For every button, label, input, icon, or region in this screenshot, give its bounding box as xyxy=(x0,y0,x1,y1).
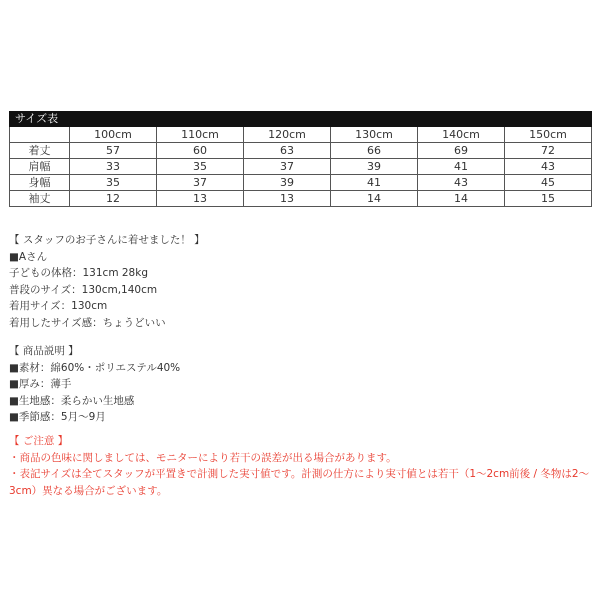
header-corner xyxy=(10,127,70,143)
table-cell: 33 xyxy=(70,159,157,175)
size-table xyxy=(9,111,592,207)
table-cell: 37 xyxy=(244,159,331,175)
row-label-shoulder: 肩幅 xyxy=(10,159,70,175)
row-label-sleeve: 袖丈 xyxy=(10,191,70,207)
row-label-length: 着丈 xyxy=(10,143,70,159)
table-cell: 12 xyxy=(70,191,157,207)
table-cell: 14 xyxy=(331,191,418,207)
table-row xyxy=(10,175,592,191)
table-row xyxy=(10,143,592,159)
table-cell: 13 xyxy=(157,191,244,207)
table-cell: 39 xyxy=(244,175,331,191)
staff-review-line: 普段のサイズ：130cm,140cm xyxy=(9,283,158,296)
table-cell: 69 xyxy=(418,143,505,159)
product-description-heading: 【 商品説明 】 xyxy=(9,345,79,357)
table-row xyxy=(10,159,592,175)
table-cell: 45 xyxy=(505,175,592,191)
table-cell: 60 xyxy=(157,143,244,159)
staff-review-line: 着用サイズ：130cm xyxy=(9,300,108,312)
header-130cm: 130cm xyxy=(331,127,418,143)
row-label-width: 身幅 xyxy=(10,175,70,191)
staff-review-section xyxy=(9,232,205,331)
table-cell: 39 xyxy=(331,159,418,175)
staff-review-line: ■Aさん xyxy=(9,250,48,263)
table-cell: 14 xyxy=(418,191,505,207)
header-140cm: 140cm xyxy=(418,127,505,143)
table-cell: 35 xyxy=(157,159,244,175)
table-cell: 41 xyxy=(331,175,418,191)
table-cell: 15 xyxy=(505,191,592,207)
staff-review-line: 子どもの体格：131cm 28kg xyxy=(9,267,148,279)
product-description-section xyxy=(9,343,180,426)
note-line: ・表記サイズは全てスタッフが平置きで計測した実寸値です。計測の仕方により実寸値とは若干（1～2cm前後 / 冬物は2～3cm）異なる場合がございます。 xyxy=(9,468,590,497)
table-cell: 66 xyxy=(331,143,418,159)
table-row xyxy=(10,191,592,207)
table-cell: 35 xyxy=(70,175,157,191)
table-cell: 72 xyxy=(505,143,592,159)
staff-review-line: 着用したサイズ感：ちょうどいい xyxy=(9,316,166,329)
header-120cm: 120cm xyxy=(244,127,331,143)
notes-section xyxy=(9,433,591,499)
size-table-title-row xyxy=(10,112,592,127)
size-table-title: サイズ表 xyxy=(10,112,592,127)
table-cell: 57 xyxy=(70,143,157,159)
table-cell: 41 xyxy=(418,159,505,175)
size-table-header-row xyxy=(10,127,592,143)
table-cell: 13 xyxy=(244,191,331,207)
table-cell: 43 xyxy=(418,175,505,191)
header-100cm: 100cm xyxy=(70,127,157,143)
staff-review-heading: 【 スタッフのお子さんに着せました！ 】 xyxy=(9,234,205,246)
table-cell: 37 xyxy=(157,175,244,191)
product-spec-line: ■素材：綿60%・ポリエステル40% xyxy=(9,361,181,374)
header-150cm: 150cm xyxy=(505,127,592,143)
notes-heading: 【 ご注意 】 xyxy=(9,435,69,447)
header-110cm: 110cm xyxy=(157,127,244,143)
product-spec-line: ■厚み：薄手 xyxy=(9,378,72,390)
product-spec-line: ■生地感：柔らかい生地感 xyxy=(9,394,135,407)
note-line: ・商品の色味に関しましては、モニターにより若干の誤差が出る場合があります。 xyxy=(9,451,397,464)
table-cell: 63 xyxy=(244,143,331,159)
product-spec-line: ■季節感：5月～9月 xyxy=(9,411,106,423)
table-cell: 43 xyxy=(505,159,592,175)
